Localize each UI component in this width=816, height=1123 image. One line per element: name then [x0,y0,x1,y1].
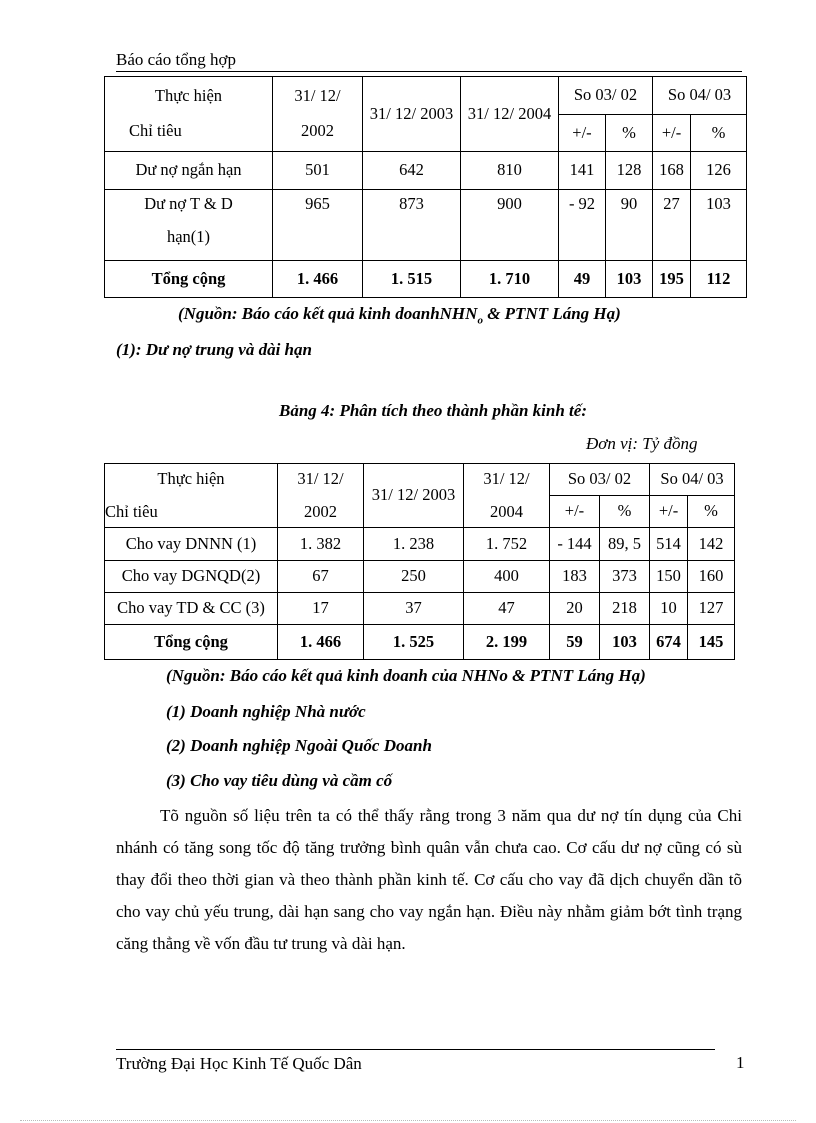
header-2002 [278,464,364,528]
header-plus-minus: +/- [559,115,606,152]
cell-2002: 1. 466 [278,625,364,660]
table2-source: (Nguồn: Báo cáo kết quả kinh doanh của NHNo & PTNT Láng Hạ) [166,666,646,685]
cell-2003: 1. 515 [363,261,461,298]
header-2003: 31/ 12/ 2003 [364,464,464,528]
header-2004-line2: 2004 [490,501,523,521]
cell-pct-04-03: 142 [688,528,735,561]
header-plus-minus: +/- [550,496,600,528]
header-chi-tieu: Chỉ tiêu [105,501,158,521]
header-2004: 31/ 12/ 2004 [461,77,559,152]
row-label-line1: Dư nợ T & D [144,194,233,213]
cell-2002: 17 [278,593,364,625]
row-label: Cho vay DGNQD(2) [105,561,278,593]
page-edge-divider [20,1120,796,1121]
table-row [105,528,735,561]
header-so-04-03: So 04/ 03 [650,464,735,496]
cell-pct-04-03: 126 [691,152,747,190]
page-number: 1 [736,1053,745,1072]
header-corner-cell [105,464,278,528]
cell-pct-03-02: 218 [600,593,650,625]
cell-diff-04-03: 168 [653,152,691,190]
header-thuc-hien: Thực hiện [154,86,223,106]
header-so-03-02: So 03/ 02 [559,77,653,115]
table-row [105,152,747,190]
cell-pct-04-03: 112 [691,261,747,298]
cell-diff-03-02: 49 [559,261,606,298]
cell-diff-04-03: 674 [650,625,688,660]
cell-diff-03-02: 59 [550,625,600,660]
row-label: Tổng cộng [105,625,278,660]
header-2004-line1: 31/ 12/ [483,468,530,488]
cell-2004: 400 [464,561,550,593]
row-label [105,190,273,261]
cell-2003: 37 [364,593,464,625]
row-label: Dư nợ ngắn hạn [105,152,273,190]
header-2003: 31/ 12/ 2003 [363,77,461,152]
header-2004 [464,464,550,528]
header-chi-tieu: Chỉ tiêu [129,121,182,140]
cell-diff-03-02: 141 [559,152,606,190]
cell-2002: 1. 466 [273,261,363,298]
cell-pct-04-03: 160 [688,561,735,593]
cell-diff-04-03: 10 [650,593,688,625]
table-debt-by-term [104,76,747,298]
cell-2002: 1. 382 [278,528,364,561]
cell-2004: 47 [464,593,550,625]
cell-2003: 250 [364,561,464,593]
cell-2004: 900 [461,190,559,261]
cell-2004: 810 [461,152,559,190]
cell-diff-04-03: 27 [653,190,691,261]
header-corner-cell [105,77,273,152]
footer-divider [116,1049,715,1050]
table2-note-1: (1) Doanh nghiệp Nhà nước [166,702,366,721]
table-row-total [105,261,747,298]
row-label: Tổng cộng [105,261,273,298]
cell-2004: 1. 710 [461,261,559,298]
cell-diff-04-03: 195 [653,261,691,298]
cell-pct-04-03: 145 [688,625,735,660]
cell-diff-03-02: 183 [550,561,600,593]
cell-pct-03-02: 373 [600,561,650,593]
header-percent: % [600,496,650,528]
table-by-economic-sector [104,463,735,660]
table-row-total [105,625,735,660]
header-2002-line1: 31/ 12/ [297,468,344,488]
cell-pct-03-02: 90 [606,190,653,261]
cell-pct-03-02: 103 [606,261,653,298]
table-row [105,190,747,261]
header-thuc-hien: Thực hiện [157,468,225,488]
header-so-03-02: So 03/ 02 [550,464,650,496]
body-paragraph: Tõ nguồn số liệu trên ta có thể thấy rằng trong 3 năm qua dư nợ tín dụng của Chi nhánh có tăng song tốc độ tăng trưởng bình quân vẫn chưa cao. Cơ cấu dư nợ cũng có sù thay đổi theo thời gian và theo thành phần kinh tế. Cơ cấu cho vay đã dịch chuyển dần tõ cho vay chủ yếu trung, dài hạn sang cho vay ngắn hạn. Điều này nhằm giảm bớt tình trạng căng thẳng về vốn đầu tư trung và dài hạn. [116,806,742,953]
page-header-title: Báo cáo tổng hợp [116,50,236,69]
cell-2004: 2. 199 [464,625,550,660]
header-2002-line2: 2002 [301,121,334,140]
header-divider [116,71,742,72]
cell-2002: 965 [273,190,363,261]
cell-pct-03-02: 128 [606,152,653,190]
cell-2003: 1. 525 [364,625,464,660]
cell-diff-03-02: - 144 [550,528,600,561]
header-plus-minus: +/- [650,496,688,528]
table1-note: (1): Dư nợ trung và dài hạn [116,340,312,359]
table2-note-3: (3) Cho vay tiêu dùng và cầm cố [166,771,393,790]
header-percent: % [688,496,735,528]
footer-school: Trường Đại Học Kinh Tế Quốc Dân [116,1054,362,1073]
header-percent: % [691,115,747,152]
cell-2004: 1. 752 [464,528,550,561]
cell-2003: 642 [363,152,461,190]
table1-source-tail: & PTNT Láng Hạ) [482,304,621,323]
cell-diff-03-02: 20 [550,593,600,625]
table2-note-2: (2) Doanh nghiệp Ngoài Quốc Doanh [166,736,432,755]
cell-2002: 501 [273,152,363,190]
cell-2002: 67 [278,561,364,593]
cell-pct-04-03: 103 [691,190,747,261]
header-so-04-03: So 04/ 03 [653,77,747,115]
header-2002 [273,77,363,152]
cell-pct-04-03: 127 [688,593,735,625]
cell-pct-03-02: 103 [600,625,650,660]
header-2002-line1: 31/ 12/ [294,86,341,106]
cell-pct-03-02: 89, 5 [600,528,650,561]
table1-source-subscript: o [477,314,483,327]
table-row [105,561,735,593]
table2-unit: Đơn vị: Tỷ đồng [586,434,698,453]
header-2002-line2: 2002 [304,501,337,521]
cell-diff-04-03: 514 [650,528,688,561]
row-label-line2: hạn(1) [166,226,211,246]
cell-diff-04-03: 150 [650,561,688,593]
table1-source-text: (Nguồn: Báo cáo kết quả kinh doanhNHN [178,304,478,323]
header-plus-minus: +/- [653,115,691,152]
cell-diff-03-02: - 92 [559,190,606,261]
row-label: Cho vay DNNN (1) [105,528,278,561]
table2-title: Bảng 4: Phân tích theo thành phần kinh tế: [279,401,587,420]
row-label: Cho vay TD & CC (3) [105,593,278,625]
header-percent: % [606,115,653,152]
cell-2003: 873 [363,190,461,261]
cell-2003: 1. 238 [364,528,464,561]
table-row [105,593,735,625]
table1-source [178,304,621,326]
